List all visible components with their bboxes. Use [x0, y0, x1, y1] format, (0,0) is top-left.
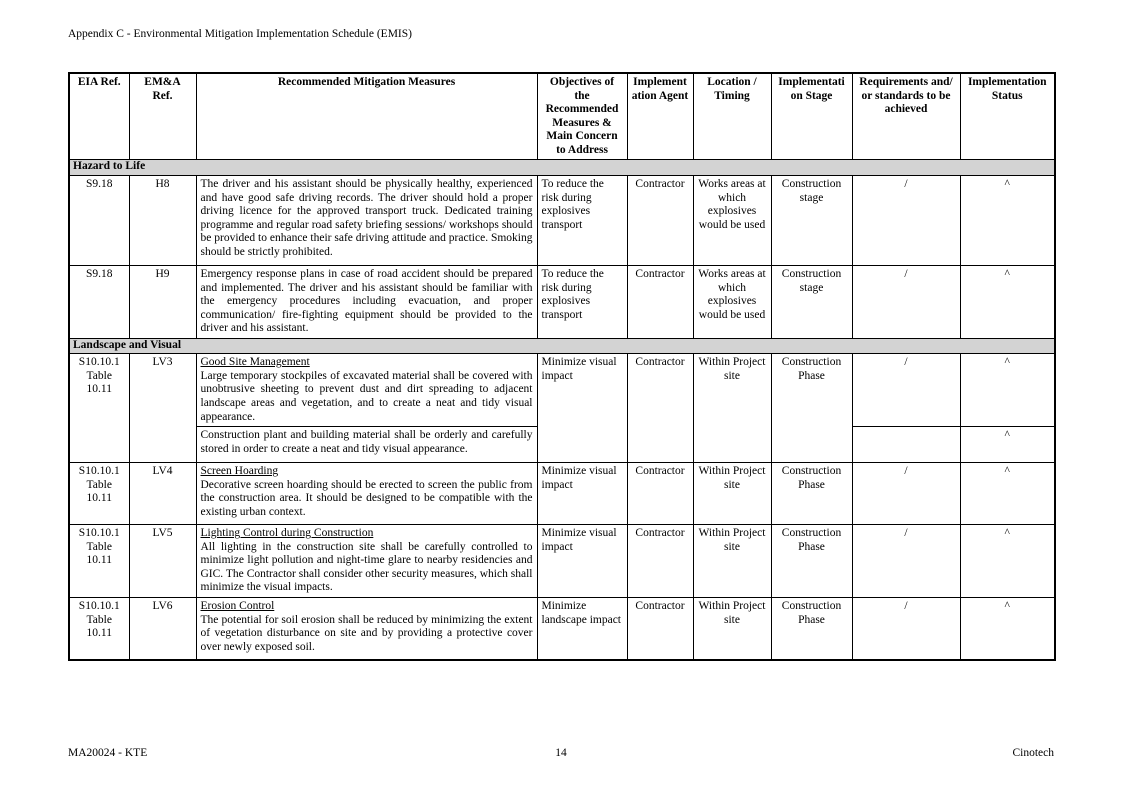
requirements-cell: /	[852, 354, 960, 427]
requirements-cell: /	[852, 463, 960, 525]
eia-ref-cell: S10.10.1 Table 10.11	[69, 354, 129, 463]
agent-cell: Contractor	[627, 265, 693, 338]
eia-ref-cell: S9.18	[69, 265, 129, 338]
eia-ref-cell: S9.18	[69, 175, 129, 265]
status-cell: ^	[960, 525, 1055, 598]
measure-body: The potential for soil erosion shall be reduced by minimizing the extent of vegetation disturbance on site and by providing a protective cover over newly exposed soil.	[200, 613, 533, 653]
objective-cell: To reduce the risk during explosives transport	[537, 175, 627, 265]
eia-ref-cell: S10.10.1 Table 10.11	[69, 525, 129, 598]
requirements-cell: /	[852, 597, 960, 660]
objective-cell: Minimize visual impact	[537, 463, 627, 525]
measure-title: Good Site Management	[200, 356, 310, 369]
measure-cell	[196, 597, 537, 660]
stage-cell: Construction Phase	[771, 597, 852, 660]
stage-cell: Construction stage	[771, 175, 852, 265]
requirements-cell: /	[852, 265, 960, 338]
ema-ref-cell: LV5	[129, 525, 196, 598]
agent-cell: Contractor	[627, 597, 693, 660]
measure-cell	[196, 463, 537, 525]
emis-table	[68, 72, 1056, 661]
stage-cell: Construction Phase	[771, 354, 852, 463]
stage-cell: Construction stage	[771, 265, 852, 338]
section-label: Landscape and Visual	[69, 338, 1055, 354]
objective-cell: Minimize visual impact	[537, 354, 627, 463]
col-header-agent: Implementation Agent	[627, 73, 693, 160]
measure-body: All lighting in the construction site shall be carefully controlled to minimize light pollution and night-time glare to nearby residencies and GIC. The Contractor shall consider other security measures, which shall minimize the visual impacts.	[200, 540, 533, 594]
stage-cell: Construction Phase	[771, 525, 852, 598]
table-row-lv3	[69, 354, 1055, 427]
col-header-location: Location / Timing	[693, 73, 771, 160]
measure-body: Large temporary stockpiles of excavated material shall be covered with unobtrusive sheeting to prevent dust and dirt spreading to adjacent landscape areas and vegetation, and to create a neat and tidy visual appearance.	[200, 369, 533, 423]
objective-cell: To reduce the risk during explosives transport	[537, 265, 627, 338]
ema-ref-cell: LV6	[129, 597, 196, 660]
appendix-title: Appendix C - Environmental Mitigation Implementation Schedule (EMIS)	[68, 28, 412, 40]
requirements-cell: /	[852, 175, 960, 265]
measure-cell	[196, 525, 537, 598]
ema-ref-cell: H8	[129, 175, 196, 265]
measure-cell: Construction plant and building material shall be orderly and carefully stored in order to create a neat and tidy visual appearance.	[196, 427, 537, 463]
location-cell: Within Project site	[693, 354, 771, 463]
table-row-lv5	[69, 525, 1055, 598]
eia-ref-cell: S10.10.1 Table 10.11	[69, 597, 129, 660]
measure-cell	[196, 354, 537, 427]
objective-cell: Minimize landscape impact	[537, 597, 627, 660]
requirements-cell: /	[852, 525, 960, 598]
status-cell: ^	[960, 265, 1055, 338]
requirements-cell	[852, 427, 960, 463]
status-cell: ^	[960, 175, 1055, 265]
measure-title: Erosion Control	[200, 599, 275, 612]
table-row-lv6	[69, 597, 1055, 660]
col-header-objectives: Objectives of the Recommended Measures & Main Concern to Address	[537, 73, 627, 160]
status-cell: ^	[960, 427, 1055, 463]
measure-body: Decorative screen hoarding should be erected to screen the public from the construction area. It should be designed to be compatible with the existing urban context.	[200, 478, 533, 518]
ema-ref-cell: LV3	[129, 354, 196, 463]
location-cell: Works areas at which explosives would be used	[693, 265, 771, 338]
table-row-h8	[69, 175, 1055, 265]
measure-title: Lighting Control during Construction	[200, 527, 374, 540]
location-cell: Works areas at which explosives would be used	[693, 175, 771, 265]
col-header-stage: Implementation Stage	[771, 73, 852, 160]
col-header-requirements: Requirements and/ or standards to be achieved	[852, 73, 960, 160]
ema-ref-cell: LV4	[129, 463, 196, 525]
section-row-hazard	[69, 160, 1055, 176]
status-cell: ^	[960, 354, 1055, 427]
measure-cell: The driver and his assistant should be physically healthy, experienced and have good safe driving records. The driver should hold a proper driving licence for the approved transport truck. Dedicated training programme and regular road safety briefing sessions/ workshops should be provided to enhance their safe driving attitude and practice. Smoking should be strictly prohibited.	[196, 175, 537, 265]
status-cell: ^	[960, 463, 1055, 525]
footer-page-number: 14	[555, 747, 567, 759]
location-cell: Within Project site	[693, 597, 771, 660]
objective-cell: Minimize visual impact	[537, 525, 627, 598]
section-label: Hazard to Life	[69, 160, 1055, 176]
col-header-measures: Recommended Mitigation Measures	[196, 73, 537, 160]
footer-project-ref: MA20024 - KTE	[68, 747, 148, 759]
agent-cell: Contractor	[627, 525, 693, 598]
footer-company-name: Cinotech	[1012, 747, 1054, 759]
eia-ref-cell: S10.10.1 Table 10.11	[69, 463, 129, 525]
measure-title: Screen Hoarding	[200, 465, 279, 478]
measure-cell: Emergency response plans in case of road accident should be prepared and implemented. The driver and his assistant should be familiar with the emergency procedures including evacuation, and proper communication/ fire-fighting equipment should be provided to the driver and his assistant.	[196, 265, 537, 338]
col-header-ema-ref: EM&A Ref.	[129, 73, 196, 160]
status-cell: ^	[960, 597, 1055, 660]
col-header-status: Implementation Status	[960, 73, 1055, 160]
section-row-landscape	[69, 338, 1055, 354]
table-row-lv4	[69, 463, 1055, 525]
table-header-row	[69, 73, 1055, 160]
agent-cell: Contractor	[627, 354, 693, 463]
agent-cell: Contractor	[627, 175, 693, 265]
location-cell: Within Project site	[693, 525, 771, 598]
ema-ref-cell: H9	[129, 265, 196, 338]
location-cell: Within Project site	[693, 463, 771, 525]
col-header-eia-ref: EIA Ref.	[69, 73, 129, 160]
agent-cell: Contractor	[627, 463, 693, 525]
table-row-h9	[69, 265, 1055, 338]
stage-cell: Construction Phase	[771, 463, 852, 525]
